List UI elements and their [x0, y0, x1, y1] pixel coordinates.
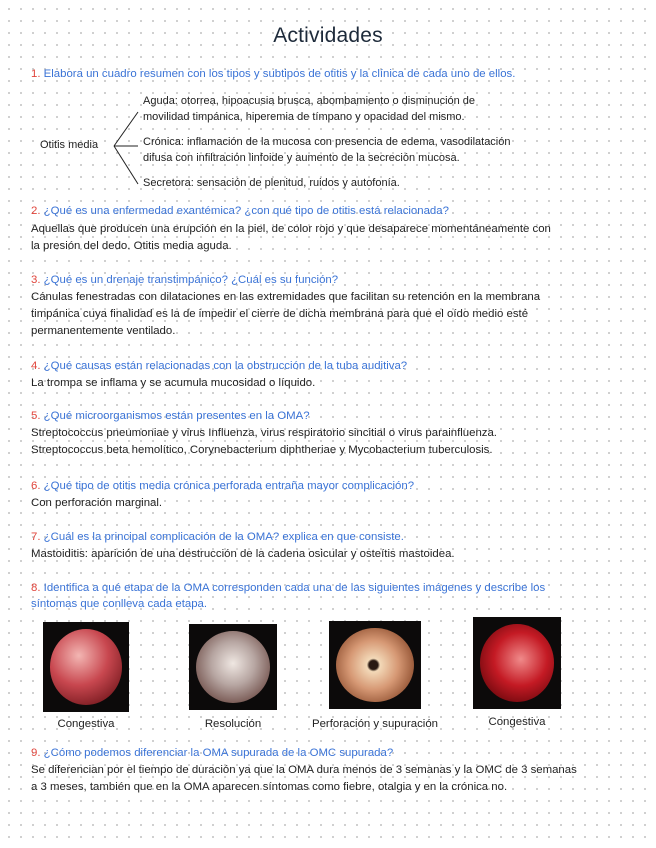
answer-6: [31, 495, 162, 512]
answer-5: [31, 425, 497, 459]
question-number: 1.: [31, 68, 41, 80]
question-text: ¿Qué microorganismos están presentes en la OMA?: [43, 410, 310, 422]
question-text-continued: síntomas que conlleva cada etapa.: [31, 598, 208, 610]
question-5: [31, 408, 310, 424]
question-text: Elabora un cuadro resumen con los tipos y subtipos de otitis y la clínica de cada uno de ellos.: [43, 68, 516, 80]
tympanic-membrane: [196, 631, 270, 703]
branch-line: movilidad timpánica, hiperemia de tímpano y opacidad del mismo.: [143, 111, 465, 123]
answer-line: Streptococcus pneumoniae y virus Influenza, virus respiratorio sincitial o virus parainfluenza.: [31, 427, 497, 439]
question-3: [31, 272, 338, 288]
tympanic-membrane: [336, 628, 413, 702]
answer-line: La trompa se inflama y se acumula mucosidad o líquido.: [31, 377, 316, 389]
question-number: 9.: [31, 747, 41, 759]
answer-7: [31, 546, 455, 563]
answer-4: [31, 375, 315, 392]
answer-line: Streptococcus beta hemolítico, Corynebacterium diphtheriae y Mycobacterium tuberculosis.: [31, 444, 493, 456]
question-number: 6.: [31, 480, 41, 492]
question-6: [31, 478, 414, 494]
tympanic-membrane: [50, 629, 122, 705]
branch-line: Aguda: otorrea, hipoacusia brusca, abombamiento o disminución de: [143, 95, 476, 107]
question-number: 4.: [31, 360, 41, 372]
branch-cronica: [143, 134, 511, 166]
ear-image-resolucion: [189, 624, 277, 710]
branch-line: difusa con infiltración linfoide y aumento de la secreción mucosa.: [143, 152, 460, 164]
branch-aguda: [143, 93, 475, 125]
answer-3: [31, 289, 540, 340]
answer-line: Se diferencian por el tiempo de duración ya que la OMA dura menos de 3 semanas y la OMC de 3 semanas: [31, 764, 577, 776]
page-title: Actividades: [273, 24, 383, 47]
image-caption: Resolución: [204, 718, 262, 730]
question-8: [31, 580, 545, 612]
question-number: 3.: [31, 274, 41, 286]
branch-line: Secretora: sensación de plenitud, ruidos y autofonía.: [143, 177, 400, 189]
question-number: 8.: [31, 582, 41, 594]
tympanic-membrane: [480, 624, 554, 701]
answer-line: Cánulas fenestradas con dilataciones en las extremidades que facilitan su retención en la membrana: [31, 291, 541, 303]
image-caption: Perforación y supuración: [312, 718, 438, 730]
image-caption: Congestiva: [57, 718, 115, 730]
ear-image-congestiva-2: [473, 617, 561, 709]
question-7: [31, 529, 404, 545]
question-1: [31, 66, 515, 82]
question-text: ¿Qué es una enfermedad exantémica? ¿con qué tipo de otitis está relacionada?: [43, 205, 449, 217]
answer-line: Aquellas que producen una erupción en la piel, de color rojo y que desaparece momentáneamente con: [31, 223, 551, 235]
question-number: 5.: [31, 410, 41, 422]
branch-secretora: [143, 175, 400, 191]
question-9: [31, 745, 393, 761]
ear-image-congestiva-1: [43, 622, 129, 712]
answer-line: permanentemente ventilado.: [31, 325, 176, 337]
question-text: ¿Qué tipo de otitis media crónica perforada entraña mayor complicación?: [43, 480, 415, 492]
question-text: ¿Cómo podemos diferenciar la OMA supurada de la OMC supurada?: [43, 747, 394, 759]
question-2: [31, 203, 449, 219]
concept-map-root: Otitis media: [40, 139, 99, 151]
answer-line: Con perforación marginal.: [31, 497, 163, 509]
ear-image-perforacion: [329, 621, 421, 709]
answer-2: [31, 221, 551, 255]
answer-9: [31, 762, 651, 796]
question-text: ¿Qué es un drenaje transtimpánico? ¿Cuál es su función?: [43, 274, 339, 286]
question-number: 2.: [31, 205, 41, 217]
branch-line: Crónica: inflamación de la mucosa con presencia de edema, vasodilatación: [143, 136, 511, 148]
image-caption: Congestiva: [488, 716, 546, 728]
answer-line: timpánica cuya finalidad es la de impedir el cierre de dicha membrana para que el oído medio esté: [31, 308, 529, 320]
question-text: ¿Cuál es la principal complicación de la OMA? explica en que consiste.: [43, 531, 404, 543]
question-number: 7.: [31, 531, 41, 543]
answer-line: Mastoiditis: aparición de una destrucción de la cadena osicular y osteítis mastoidea.: [31, 548, 455, 560]
answer-line: la presión del dedo. Otitis media aguda.: [31, 240, 232, 252]
question-text: ¿Qué causas están relacionadas con la obstrucción de la tuba auditiva?: [43, 360, 408, 372]
question-text: Identifica a qué etapa de la OMA corresponden cada una de las siguientes imágenes y describe los: [43, 582, 546, 594]
answer-line: a 3 meses, también que en la OMA aparecen síntomas como fiebre, otalgia y en la crónica no.: [31, 781, 508, 793]
question-4: [31, 358, 407, 374]
